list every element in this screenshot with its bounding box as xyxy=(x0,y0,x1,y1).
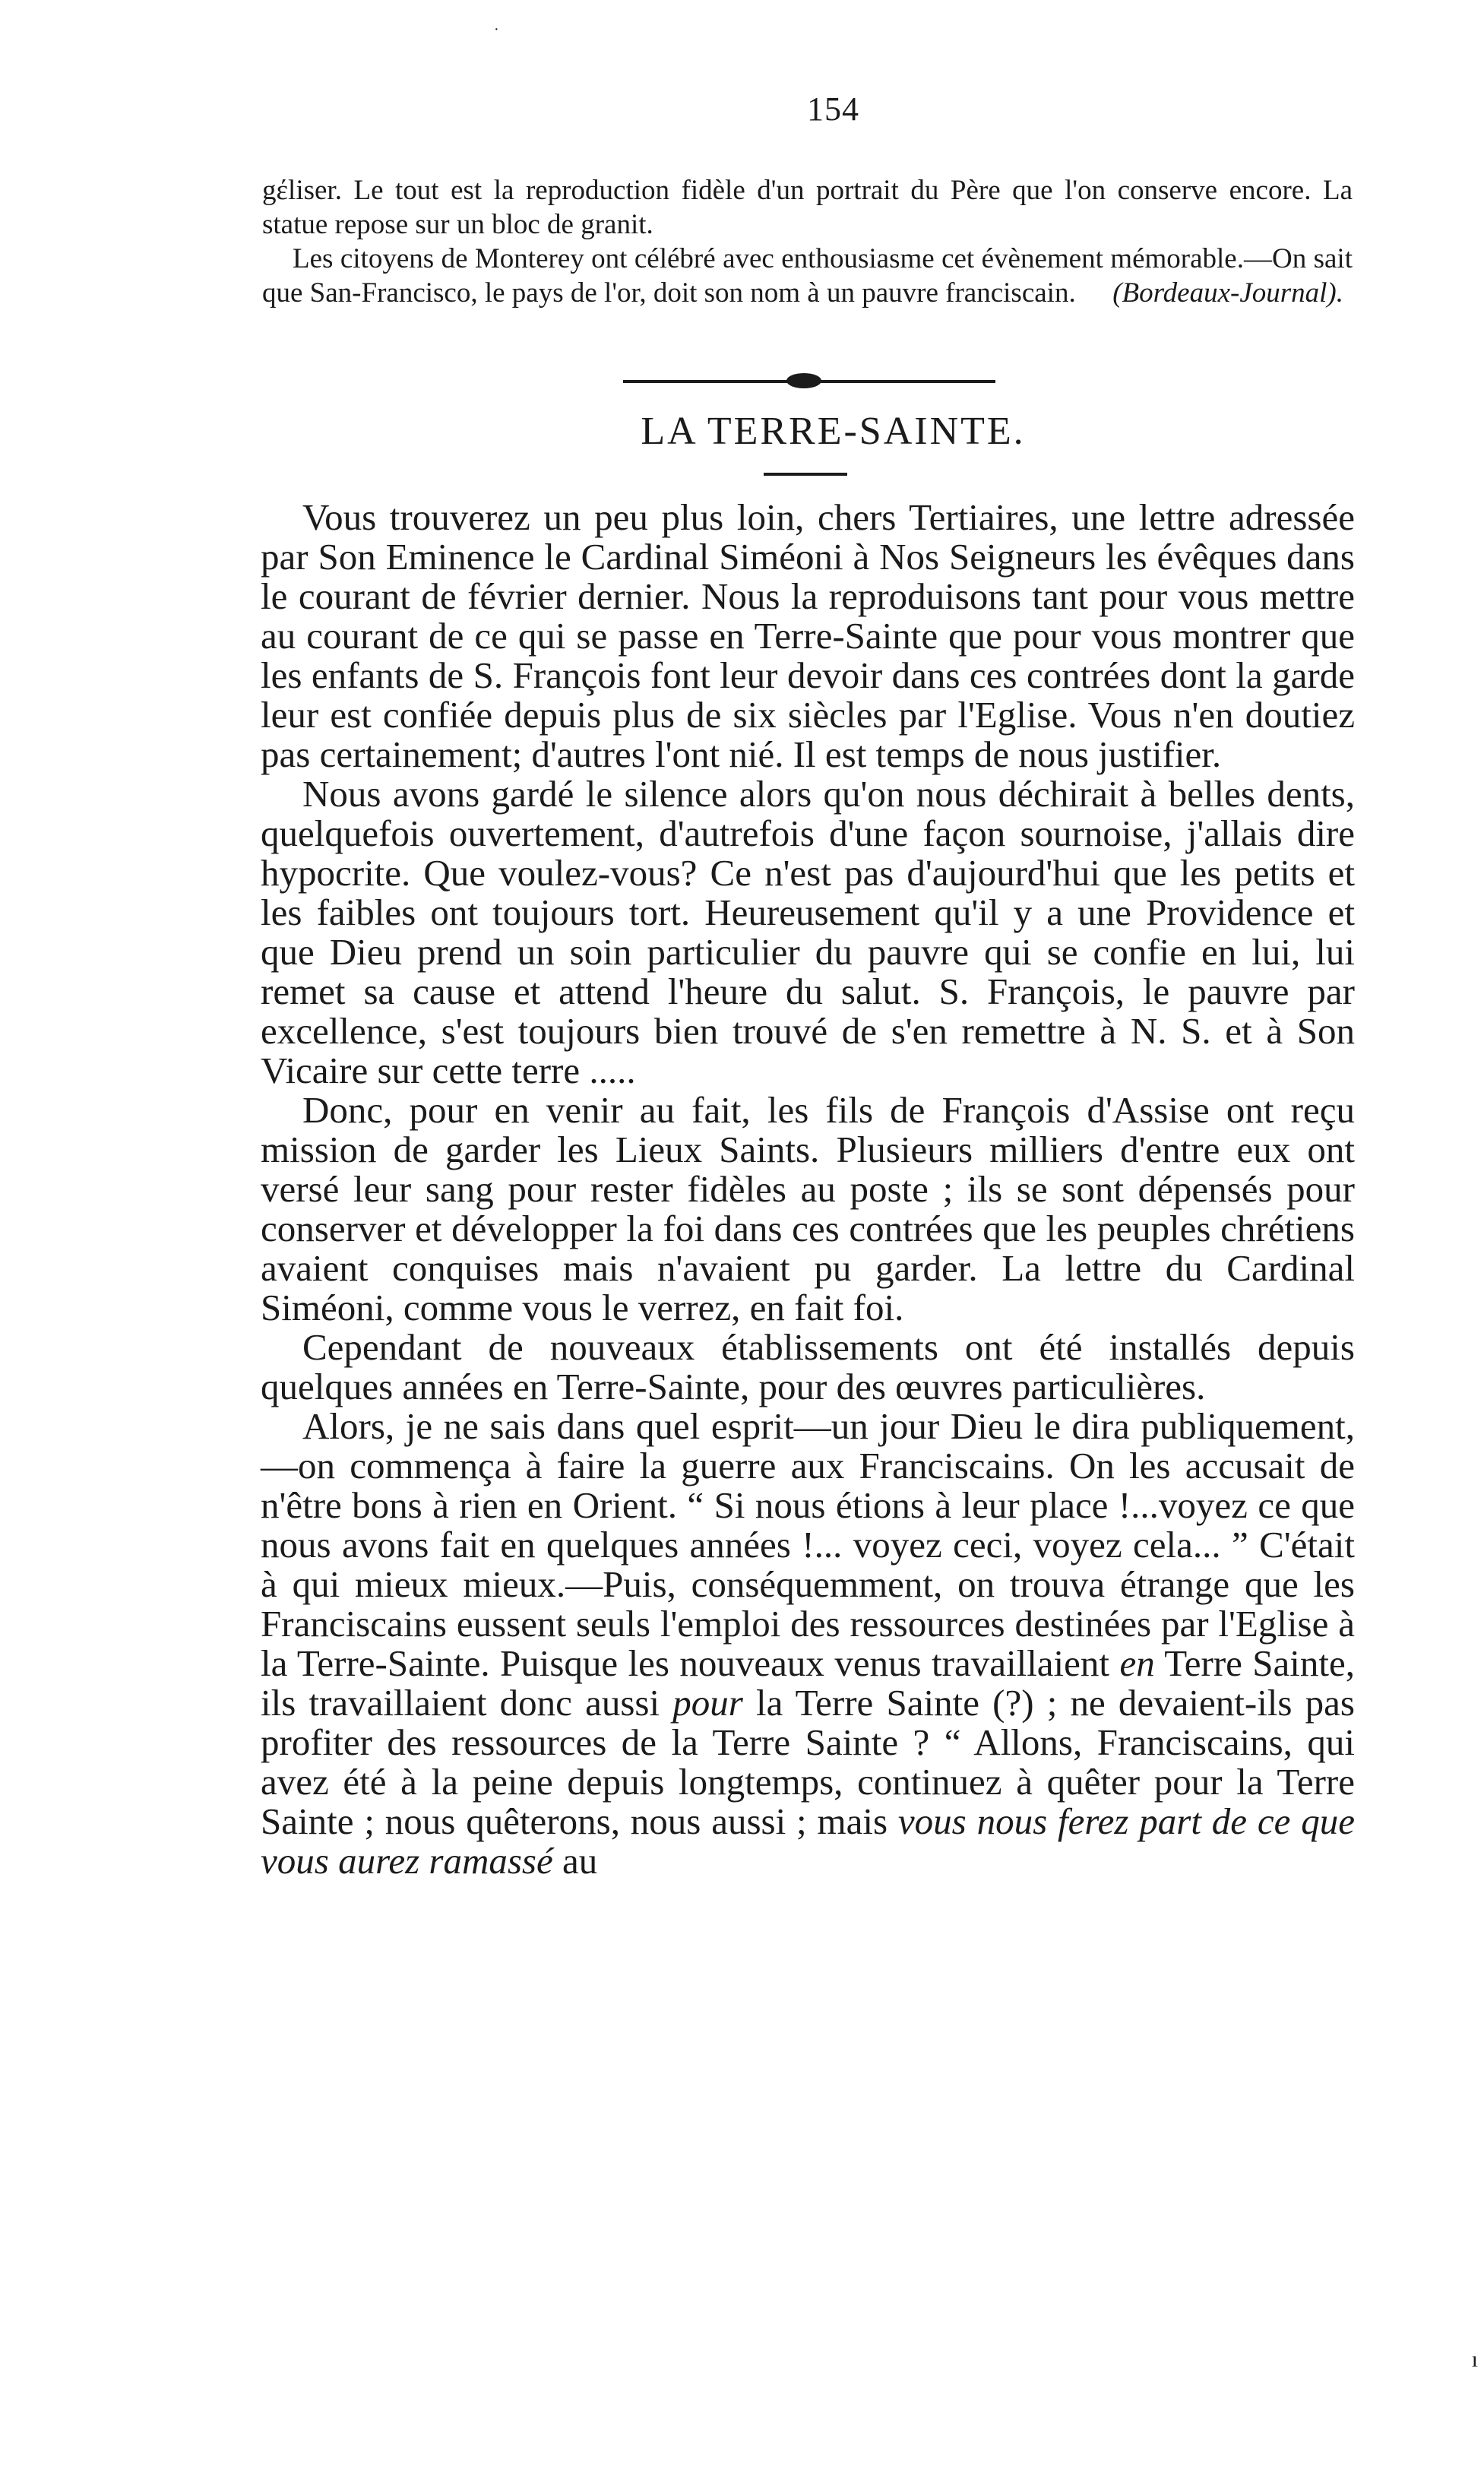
title-underline xyxy=(764,473,847,476)
italic-text: vous nous ferez part de ce que vous aurez ramassé xyxy=(261,1800,1355,1882)
paragraph-text: au xyxy=(552,1840,598,1882)
paragraph-text: Terre Sainte, ils travaillaient donc aussi xyxy=(261,1642,1356,1724)
italic-text: en xyxy=(1119,1642,1155,1684)
article-title: LA TERRE-SAINTE. xyxy=(641,410,1026,453)
previous-article-text: Les citoyens de Monterey ont célébré avec enthousiasme cet évènement mémorable.—On sait que San-Francisco, le pays de l'or, doit son nom à un pauvre franciscain. xyxy=(262,243,1353,309)
previous-article-paragraph xyxy=(262,242,1353,310)
previous-article-ending xyxy=(262,173,1353,310)
paragraph-text: la Terre Sainte (?) ; ne devaient-ils pas profiter des ressources de la Terre Sainte ? “ Allons, Franciscains, qui avez été à la peine depuis longtemps, continuez à quêter pour la Terre Sainte ; nous quêterons, nous aussi ; mais xyxy=(261,1682,1355,1842)
divider-ornament-icon xyxy=(786,373,821,388)
source-citation: (Bordeaux-Journal). xyxy=(1112,277,1343,309)
top-speck: · xyxy=(494,21,499,38)
article-paragraph: Donc, pour en venir au fait, les fils de François d'Assise ont reçu mission de garder les Lieux Saints. Plusieurs milliers d'entre eux ont versé leur sang pour rester fidèles au poste ; ils se sont dépensés pour conserver et développer la foi dans ces contrées que les peuples chrétiens avaient conquises mais n'avaient pu garder. La lettre du Cardinal Siméoni, comme vous le verrez, en fait foi. xyxy=(261,1089,1355,1328)
article-paragraph xyxy=(261,1407,1355,1881)
italic-text: pour xyxy=(672,1682,743,1724)
article-paragraph: Vous trouverez un peu plus loin, chers Tertiaires, une lettre adressée par Son Eminence le Cardinal Siméoni à Nos Seigneurs les évêques dans le courant de février dernier. Nous la reproduisons tant pour vous mettre au courant de ce qui se passe en Terre-Sainte que pour vous montrer que les enfants de S. François font leur devoir dans ces contrées dont la garde leur est confiée depuis plus de six siècles par l'Eglise. Vous n'en doutiez pas certainement; d'autres l'ont nié. Il est temps de nous justifier. xyxy=(261,496,1355,775)
article-paragraph: Cependant de nouveaux établissements ont été installés depuis quelques années en Terre-Sainte, pour des œuvres particulières. xyxy=(261,1326,1355,1407)
paragraph-text: Alors, je ne sais dans quel esprit—un jour Dieu le dira publiquement,—on commença à faire la guerre aux Franciscains. On les accusait de n'être bons à rien en Orient. “ Si nous étions à leur place !...voyez ce que nous avons fait en quelques années !... voyez ceci, voyez cela... ” C'était à qui mieux mieux.—Puis, conséquemment, on trouva étrange que les Franciscains eussent seuls l'emploi des ressources destinées par l'Eglise à la Terre-Sainte. Puisque les nouveaux venus travaillaient xyxy=(261,1405,1355,1684)
page-number: 154 xyxy=(807,90,859,128)
article-body xyxy=(261,498,1355,1881)
corner-speck: ı xyxy=(1471,2347,1478,2372)
article-paragraph: Nous avons gardé le silence alors qu'on nous déchirait à belles dents, quelquefois ouvertement, d'autrefois d'une façon sournoise, j'allais dire hypocrite. Que voulez-vous? Ce n'est pas d'aujourd'hui que les petits et les faibles ont toujours tort. Heureusement qu'il y a une Providence et que Dieu prend un soin particulier du pauvre qui se confie en lui, lui remet sa cause et attend l'heure du salut. S. François, le pauvre par excellence, s'est toujours bien trouvé de s'en remettre à N. S. et à Son Vicaire sur cette terre ..... xyxy=(261,773,1355,1091)
previous-article-paragraph: gέliser. Le tout est la reproduction fidèle d'un portrait du Père que l'on conserve encore. La statue repose sur un bloc de granit. xyxy=(262,175,1353,240)
section-divider xyxy=(623,380,995,383)
